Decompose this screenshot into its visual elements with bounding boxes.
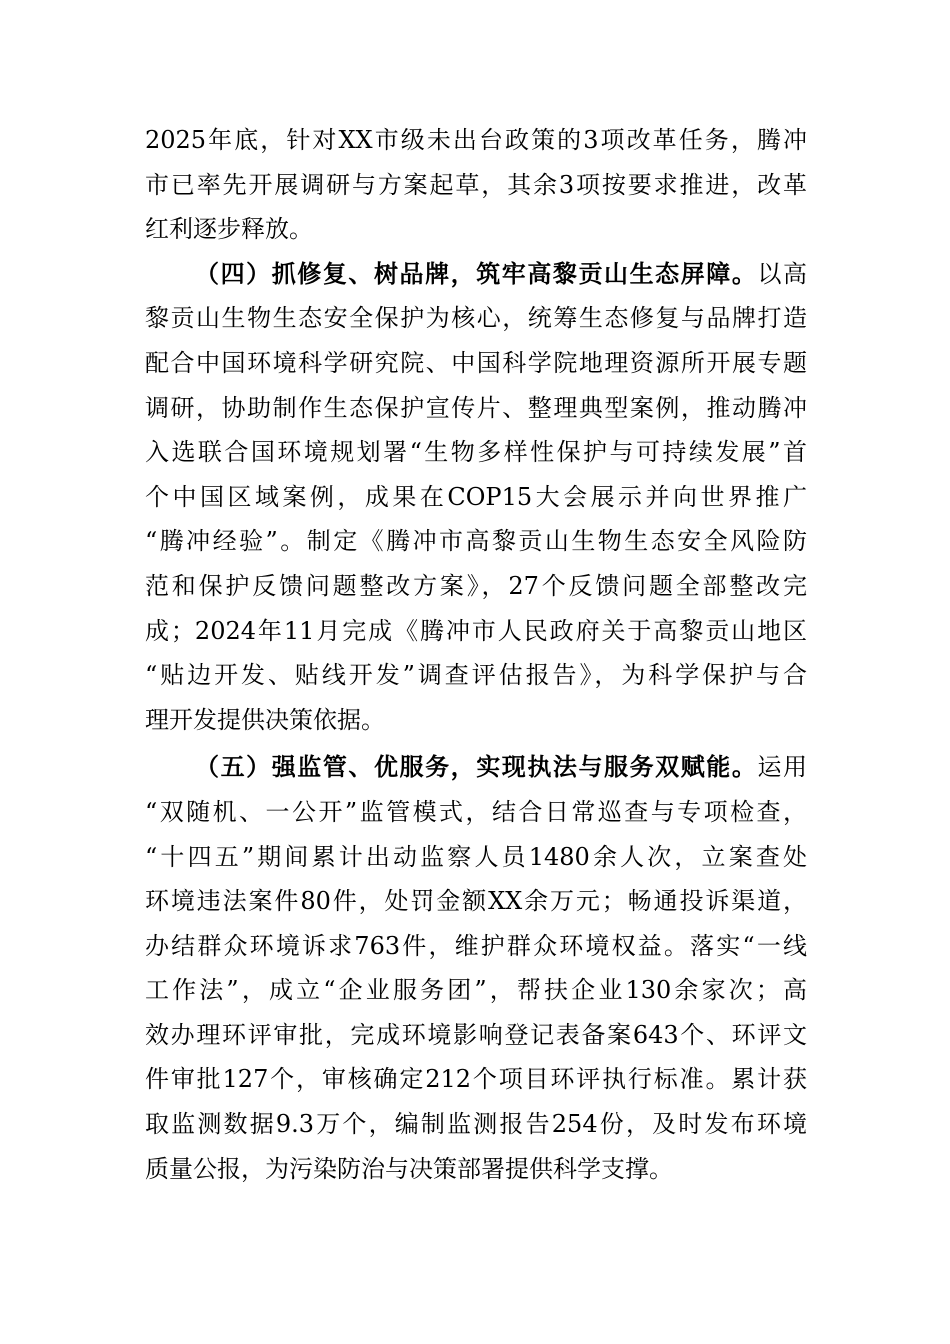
text-line: [145, 1013, 807, 1058]
text-line: [145, 745, 807, 790]
body-text: 环境违法案件80件，处罚金额XX余万元；畅通投诉渠道，: [145, 887, 807, 916]
text-line: [145, 790, 807, 835]
text-line: [145, 879, 807, 924]
document-page: [145, 118, 807, 1191]
body-text: “双随机、一公开”监管模式，结合日常巡查与专项检查，: [145, 797, 807, 826]
body-text: 质量公报，为污染防治与决策部署提供科学支撑。: [145, 1154, 673, 1183]
body-text: 范和保护反馈问题整改方案》，27个反馈问题全部整改完: [145, 571, 807, 600]
body-text: “贴边开发、贴线开发”调查评估报告》，为科学保护与合: [145, 661, 807, 690]
body-text: 个中国区域案例，成果在COP15大会展示并向世界推广: [145, 482, 807, 511]
text-line: [145, 163, 807, 208]
body-text: 黎贡山生物生态安全保护为核心，统筹生态修复与品牌打造: [145, 304, 807, 333]
body-text: 效办理环评审批，完成环境影响登记表备案643个、环评文: [145, 1020, 807, 1049]
body-text: 取监测数据9.3万个，编制监测报告254份，及时发布环境: [145, 1110, 807, 1139]
body-text: 件审批127个，审核确定212个项目环评执行标准。累计获: [145, 1065, 807, 1094]
text-line: [145, 386, 807, 431]
body-text: 入选联合国环境规划署“生物多样性保护与可持续发展”首: [145, 438, 807, 467]
body-text: “腾冲经验”。制定《腾冲市高黎贡山生物生态安全风险防: [145, 527, 807, 556]
text-line: [145, 296, 807, 341]
body-text: 理开发提供决策依据。: [145, 705, 385, 734]
text-line: [145, 698, 807, 743]
text-line: [145, 653, 807, 698]
body-text: 成；2024年11月完成《腾冲市人民政府关于高黎贡山地区: [145, 616, 807, 645]
text-line: [145, 1057, 807, 1102]
section-heading: （五）强监管、优服务，实现执法与服务双赋能。: [195, 752, 758, 782]
text-line: [145, 430, 807, 475]
text-line: [145, 1147, 807, 1192]
text-line: [145, 1102, 807, 1147]
body-text: 配合中国环境科学研究院、中国科学院地理资源所开展专题: [145, 348, 807, 377]
text-line: [145, 609, 807, 654]
section-heading: （四）抓修复、树品牌，筑牢高黎贡山生态屏障。: [195, 258, 758, 288]
body-text: 办结群众环境诉求763件，维护群众环境权益。落实“一线: [145, 931, 807, 960]
text-line: [145, 118, 807, 163]
body-text: 2025年底，针对XX市级未出台政策的3项改革任务，腾冲: [145, 126, 807, 154]
paragraph: [145, 118, 807, 252]
text-line: [145, 519, 807, 564]
body-text: 工作法”，成立“企业服务团”，帮扶企业130余家次；高: [145, 976, 807, 1005]
text-line: [145, 475, 807, 520]
text-line: [145, 968, 807, 1013]
text-line: [145, 924, 807, 969]
paragraph: [145, 252, 807, 743]
body-text: 运用: [757, 753, 808, 782]
text-line: [145, 835, 807, 880]
body-text: 红利逐步释放。: [145, 215, 313, 244]
text-line: [145, 341, 807, 386]
text-line: [145, 207, 807, 252]
text-line: [145, 564, 807, 609]
body-text: 调研，协助制作生态保护宣传片、整理典型案例，推动腾冲: [145, 393, 807, 422]
paragraph: [145, 745, 807, 1191]
body-text: 市已率先开展调研与方案起草，其余3项按要求推进，改革: [145, 170, 807, 199]
body-text: “十四五”期间累计出动监察人员1480余人次，立案查处: [145, 842, 807, 871]
text-line: [145, 252, 807, 297]
body-text: 以高: [757, 259, 808, 288]
